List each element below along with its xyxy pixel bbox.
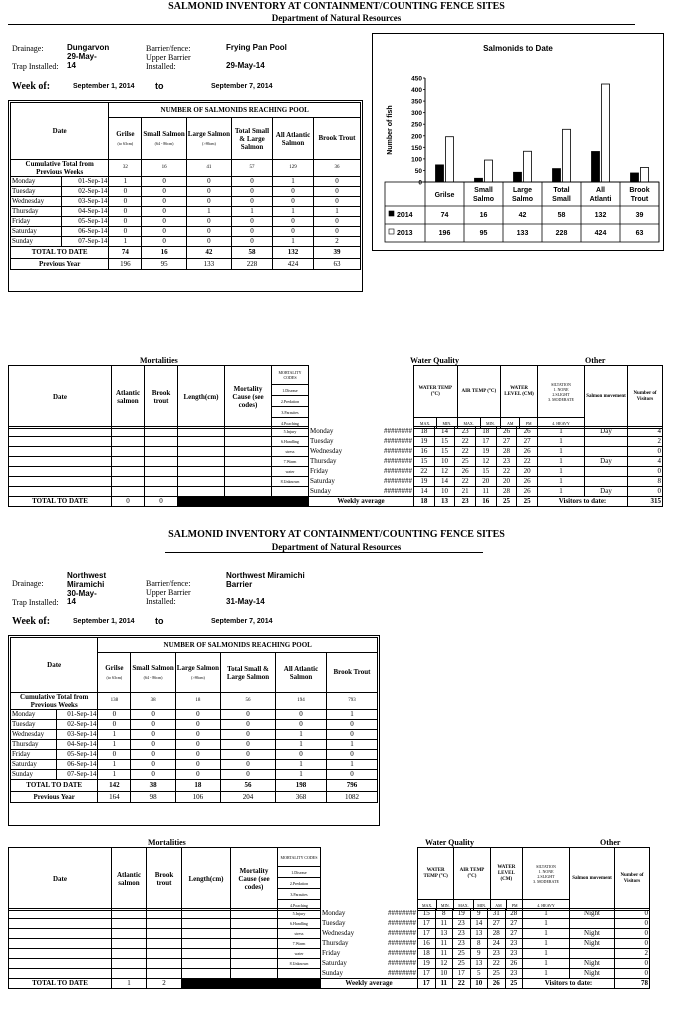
week-to-label: to [155,81,164,91]
x-tick-label: Total [553,187,570,194]
x-tick-label: Salmo [472,196,495,203]
data-label: 16 [479,212,488,219]
drainage-value-2a: Northwest [67,571,107,580]
drainage-date: 29-May- [67,52,97,61]
drainage-value: Dungarvon [67,43,110,52]
trap-installed-label-2: Trap Installed: [12,598,59,607]
x-tick-label: Grilse [434,192,455,199]
chart-svg [373,34,663,250]
legend-swatch-2013 [389,229,394,234]
mortality-table-2: Date Atlantic salmon Brook trout Length(cm) Mortality Cause (see codes) MORTALITY CODES WATER TEMP (°C) AIR TEMP (°C) WATER LEVEL (CM) SILTATION 1. NONE 2.SLIGHT 3. MODERATE Salmon movement Number of Visitors 1.Disease 2.Predation 3.Parasites 4.Poaching MAX. MIN. MAX. MIN. AM PM 4. HEAVY [8,847,650,911]
bar-2013-5 [641,167,649,182]
installed-label-2: Installed: [146,597,176,606]
data-label: 133 [516,230,529,237]
week-from: September 1, 2014 [73,83,135,90]
trap-installed-label: Trap Installed: [12,62,59,71]
barrier-sub: Upper Barrier [146,53,191,62]
bar-2013-2 [524,151,532,182]
y-tick-label: 350 [411,98,422,106]
bar-2013-3 [563,129,571,182]
bar-2013-0 [446,137,454,182]
y-tick-label: 300 [411,110,422,118]
x-tick-label: Salmo [511,196,534,203]
trap-installed-value-2: 14 [67,597,76,606]
report-title: SALMONID INVENTORY AT CONTAINMENT/COUNTING FENCE SITES [168,1,505,12]
y-tick-label: 100 [411,156,422,164]
report-subtitle-2: Department of Natural Resources [271,542,402,552]
mortalities-label: Mortalities [140,356,178,365]
date-header: Date [11,103,109,160]
bar-2014-1 [475,178,483,182]
data-label: 132 [594,212,607,219]
x-tick-label: Small [552,196,571,203]
pool-table: Date NUMBER OF SALMONIDS REACHING POOL Grilse (to 63cm) Small Salmon (64 - 86cm) Large Salmon (>86cm) Total Small & Large Salmon All Atlantic Salmon Brook Trout Cumulative Total from Previous Weeks 32 16 41 57 129 36 Monday 01-Sep-14 1 0 0 0 1 0 Tuesday 02-Sep-14 0 0 0 0 0 0 Wednesday 03-Sep-14 0 0 0 0 0 0 Thursday 04-Sep-14 0 0 1 1 1 1 Friday 05-Sep-14 0 0 0 0 0 0 Saturday 06-Sep-14 0 0 0 0 0 0 Sunday 07-Sep-14 1 0 0 0 1 2 TOTAL TO DATE 74 16 42 58 132 39 Previous Year 196 95 133 228 424 63 [10,102,361,270]
drainage-label: Drainage: [12,44,44,53]
x-tick-label: Small [474,187,493,194]
data-label: 95 [479,230,488,237]
pool-header: NUMBER OF SALMONIDS REACHING POOL [109,103,361,118]
legend-label-2014: 2014 [397,212,413,219]
data-label: 42 [518,212,527,219]
drainage-date-2: 30-May- [67,589,97,598]
barrier-label: Barrier/fence: [146,44,191,53]
y-tick-label: 50 [414,167,422,175]
barrier-value: Frying Pan Pool [226,43,287,52]
report-subtitle: Department of Natural Resources [271,13,402,23]
barrier-label-2: Barrier/fence: [146,579,191,588]
mortality-table: Date Atlantic salmon Brook trout Length(cm) Mortality Cause (see codes) MORTALITY CODES WATER TEMP (°C) AIR TEMP (°C) WATER LEVEL (CM) SILTATION 1. NONE 2.SLIGHT 3. MODERATE Salmon movement Number of Visitors 1.Disease 2.Predation 3.Parasites 4.Poaching MAX. MIN. MAX. MIN. AM PM 4. HEAVY [8,365,663,429]
data-label: 196 [438,230,451,237]
salmonids-chart [372,33,664,251]
y-tick-label: 200 [411,133,422,141]
other-label: Other [585,356,606,365]
site-section-2: SALMONID INVENTORY AT CONTAINMENT/COUNTING FENCE SITES Department of Natural Resources Northwest Drainage: Miramichi 30-May- Trap Installed: 14 Barrier/fence: Upper Barrier Installed: Northwest Miramichi Barrier 31-May-14 Week of: September 1, 2014 to September 7, 2014 Date NUMBER OF SALMONIDS REACHING POOL Grilse (to 63cm) Small Salmon (64 - 86cm) Large Salmon (>86cm) Total Small & Large Salmon All Atlantic Salmon Brook Trout Cumulative Total from Previous Weeks 138 38 18 56 194 793 Monday 01-Sep-14 0 0 0 0 0 1 Tuesday 02-Sep-14 0 0 0 0 0 0 Wednesday 03-Sep-14 1 0 0 0 1 0 Thursday 04-Sep-14 1 0 0 0 1 1 Friday 05-Sep-14 0 0 0 0 0 0 Saturday 06-Sep-14 1 0 0 0 1 1 Sunday 07-Sep-14 1 0 0 0 1 0 TOTAL TO DATE 142 38 18 56 198 796 Previous Year 164 98 106 204 368 1082 Mortalities Water Quality Other Date Atlantic salmon Brook trout Length(cm) Mortality Cause (see codes) MORTALITY CODES WATER TEMP (°C) AIR TEMP (°C) WATER LEVEL (CM) SILTATION 1. NONE 2.SLIGHT 3. MODERATE Salmon movement Number of Visitors 1.Disease 2.Predation 3.Parasites 4.Poaching MAX. MIN. MAX. MIN. AM PM 4. HEAVY 5.Injury Monday ######## 15 8 19 9 31 28 1 Night 0 6.Handling Tuesday ######## 17 11 23 14 27 27 1 0 stress Wednesday ######## 17 13 23 13 28 27 1 Night 0 7.Warm Thursday ######## 16 11 23 8 24 23 1 Night 0 water Friday ######## 18 11 25 9 23 23 1 2 8.Unknown Saturday ######## 19 12 25 13 22 26 1 Night 0 Sunday ######## 17 10 17 5 25 23 1 Night 0 TOTAL TO DATE 1 2 Weekly average 17 11 22 10 26 25 Visitors to date: 78 [0,525,673,1024]
installed-label: Installed: [146,62,176,71]
water-quality-label: Water Quality [410,356,459,365]
legend-label-2013: 2013 [397,230,413,237]
y-tick-label: 150 [411,144,422,152]
week-of-label: Week of: [12,81,51,92]
data-label: 74 [440,212,449,219]
week-to: September 7, 2014 [211,83,273,90]
installed-value-2: 31-May-14 [226,597,265,606]
drainage-value-2b: Miramichi [67,580,105,589]
x-tick-label: Large [512,187,533,194]
chart-ylabel: Number of fish [387,105,394,155]
data-label: 424 [594,230,607,237]
pool-table-2: Date NUMBER OF SALMONIDS REACHING POOL Grilse (to 63cm) Small Salmon (64 - 86cm) Large Salmon (>86cm) Total Small & Large Salmon All Atlantic Salmon Brook Trout Cumulative Total from Previous Weeks 138 38 18 56 194 793 Monday 01-Sep-14 0 0 0 0 0 1 Tuesday 02-Sep-14 0 0 0 0 0 0 Wednesday 03-Sep-14 1 0 0 0 1 0 Thursday 04-Sep-14 1 0 0 0 1 1 Friday 05-Sep-14 0 0 0 0 0 0 Saturday 06-Sep-14 1 0 0 0 1 1 Sunday 07-Sep-14 1 0 0 0 1 0 TOTAL TO DATE 142 38 18 56 198 796 Previous Year 164 98 106 204 368 1082 [10,637,378,803]
x-tick-label: Atlanti [589,196,612,203]
chart-title: Salmonids to Date [483,44,553,53]
bar-2014-3 [553,169,561,182]
x-tick-label: Trout [630,196,649,203]
drainage-label-2: Drainage: [12,579,44,588]
data-label: 58 [557,212,566,219]
x-tick-label: All [596,187,605,194]
y-tick-label: 0 [418,179,422,187]
legend-swatch-2014 [389,211,394,216]
data-label: 39 [635,212,644,219]
bar-2013-1 [485,160,493,182]
bar-2013-4 [602,84,610,182]
installed-value: 29-May-14 [226,61,265,70]
bar-2014-4 [592,151,600,182]
y-tick-label: 250 [411,121,422,129]
report-title-2: SALMONID INVENTORY AT CONTAINMENT/COUNTING FENCE SITES [168,529,505,540]
bar-2014-5 [631,173,639,182]
y-tick-label: 450 [411,75,422,83]
bar-2014-2 [514,172,522,182]
trap-installed-value: 14 [67,61,76,70]
barrier-sub-2: Upper Barrier [146,588,191,597]
water-quality-table-2: 5.Injury Monday ######## 15 8 19 9 31 28 1 Night 0 6.Handling Tuesday ######## 17 11 23 14 27 27 1 0 stress Wednesday ######## 17 13 23 13 28 27 1 Night 0 7.Warm Thursday ######## 16 11 23 8 24 23 1 Night 0 water Friday ######## 18 11 25 9 23 23 1 2 8.Unknown Saturday ######## 19 12 25 13 22 26 1 Night 0 Sunday ######## 17 10 17 5 25 23 1 Night 0 TOTAL TO DATE 1 2 Weekly average 17 11 22 10 26 25 Visitors to date: 78 [8,908,650,989]
x-tick-label: Brook [629,187,650,194]
data-label: 228 [555,230,568,237]
data-label: 63 [635,230,644,237]
water-quality-table: 5.Injury Monday ######## 18 14 23 18 26 26 1 Day 4 6.Handling Tuesday ######## 19 15 22 17 27 27 1 2 stress Wednesday ######## 16 15 22 19 28 26 1 0 7.Warm Thursday ######## 15 10 25 12 23 22 1 Day 4 water Friday ######## 22 12 26 15 22 20 1 0 8.Unknown Saturday ######## 19 14 22 20 20 26 1 8 Sunday ######## 14 10 21 11 28 26 1 Day 0 TOTAL TO DATE 0 0 Weekly average 18 13 23 16 25 25 Visitors to date: 315 [8,426,663,507]
bar-2014-0 [436,165,444,182]
y-tick-label: 400 [411,87,422,95]
